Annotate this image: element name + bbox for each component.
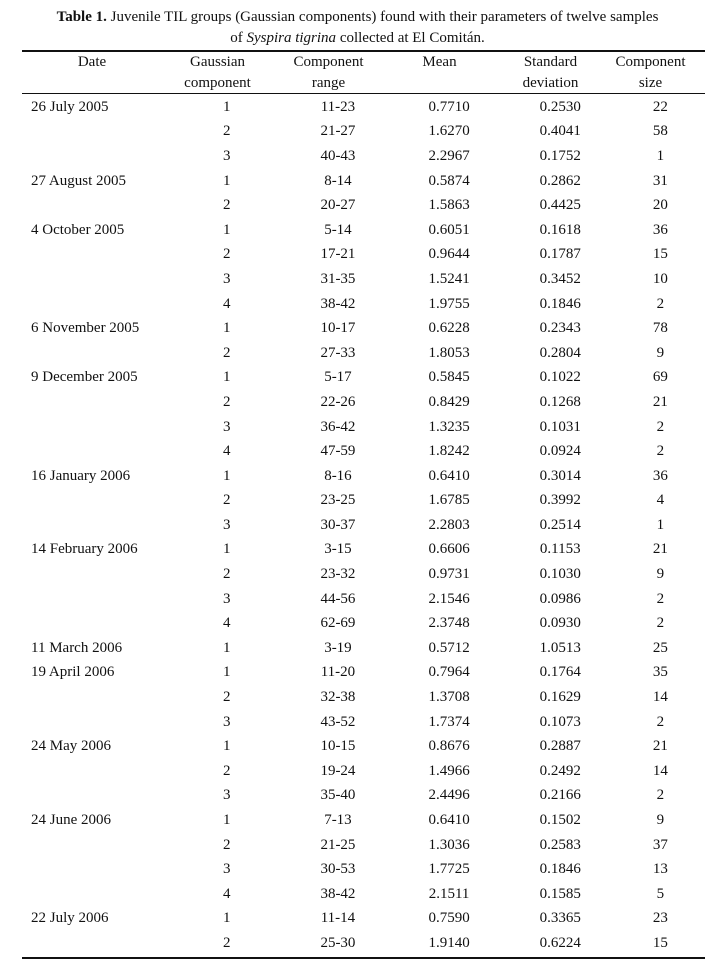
row-sd: 0.1846 xyxy=(539,861,581,878)
table-row xyxy=(22,857,705,882)
row-range: 10-15 xyxy=(320,738,356,755)
row-mean: 1.4966 xyxy=(428,762,470,779)
row-mean: 0.8429 xyxy=(428,393,470,410)
row-sd: 0.1022 xyxy=(539,369,581,386)
row-component: 1 xyxy=(223,172,231,189)
row-component: 2 xyxy=(223,566,231,583)
row-mean: 0.7590 xyxy=(428,910,470,927)
row-range: 19-24 xyxy=(320,762,356,779)
row-size: 78 xyxy=(652,320,668,337)
row-component: 1 xyxy=(223,221,231,238)
row-mean: 2.2967 xyxy=(428,147,470,164)
row-size: 25 xyxy=(652,639,668,656)
row-mean: 2.1546 xyxy=(428,590,470,607)
table-row xyxy=(22,759,705,784)
row-date xyxy=(22,882,171,907)
header-standard-deviation: Standard deviation xyxy=(522,54,579,91)
row-sd: 0.1031 xyxy=(539,418,581,435)
row-component: 2 xyxy=(223,197,231,214)
row-range: 32-38 xyxy=(320,689,356,706)
row-size: 21 xyxy=(652,393,668,410)
row-sd: 0.2862 xyxy=(539,172,581,189)
table-row xyxy=(22,267,705,292)
row-mean: 0.7710 xyxy=(428,98,470,115)
row-mean: 0.6410 xyxy=(428,467,470,484)
row-date xyxy=(22,415,171,440)
bottom-rule xyxy=(22,957,705,959)
row-sd: 0.1752 xyxy=(539,147,581,164)
species-name: Syspira tigrina xyxy=(246,30,337,46)
row-date xyxy=(22,390,171,415)
table-row xyxy=(22,710,705,735)
table-row xyxy=(22,390,705,415)
table-row xyxy=(22,734,705,759)
row-range: 17-21 xyxy=(320,246,356,263)
row-range: 62-69 xyxy=(320,615,356,632)
row-component: 3 xyxy=(223,787,231,804)
row-date: 14 February 2006 xyxy=(31,541,138,558)
row-range: 10-17 xyxy=(320,320,356,337)
row-sd: 0.2583 xyxy=(539,836,581,853)
row-sd: 0.1618 xyxy=(539,221,581,238)
row-size: 4 xyxy=(656,492,665,509)
row-component: 1 xyxy=(223,812,231,829)
table-row xyxy=(22,513,705,538)
row-sd: 0.1153 xyxy=(539,541,581,558)
table-row xyxy=(22,439,705,464)
row-mean: 1.6785 xyxy=(428,492,470,509)
row-range: 22-26 xyxy=(320,393,356,410)
row-sd: 0.1787 xyxy=(539,246,581,263)
row-sd: 0.4425 xyxy=(539,197,581,214)
row-mean: 0.6606 xyxy=(428,541,470,558)
row-component: 2 xyxy=(223,934,231,951)
row-mean: 0.6228 xyxy=(428,320,470,337)
row-component: 2 xyxy=(223,123,231,140)
row-range: 27-33 xyxy=(320,344,356,361)
row-size: 35 xyxy=(652,664,668,681)
row-date: 24 June 2006 xyxy=(31,812,111,829)
row-date xyxy=(22,710,171,735)
row-range: 5-17 xyxy=(324,369,352,386)
row-size: 2 xyxy=(656,787,665,804)
header-rule xyxy=(22,93,705,94)
row-sd: 0.1585 xyxy=(539,885,581,902)
row-sd: 0.2887 xyxy=(539,738,581,755)
row-date: 22 July 2006 xyxy=(31,910,109,927)
header-mean: Mean xyxy=(422,54,457,70)
row-mean: 2.1511 xyxy=(428,885,470,902)
row-sd: 0.0924 xyxy=(539,443,581,460)
row-range: 40-43 xyxy=(320,147,356,164)
table-row xyxy=(22,538,705,563)
table-row xyxy=(22,661,705,686)
row-component: 2 xyxy=(223,246,231,263)
row-component: 4 xyxy=(223,885,231,902)
row-date xyxy=(22,611,171,636)
row-size: 20 xyxy=(652,197,668,214)
row-date: 27 August 2005 xyxy=(31,172,127,189)
row-date: 4 October 2005 xyxy=(31,221,125,238)
table-row xyxy=(22,784,705,809)
table-row xyxy=(22,341,705,366)
table-row xyxy=(22,243,705,268)
row-mean: 0.5712 xyxy=(428,639,470,656)
header-gaussian-component: Gaussian component xyxy=(184,54,251,91)
row-date xyxy=(22,562,171,587)
row-range: 30-37 xyxy=(320,516,356,533)
row-mean: 1.3036 xyxy=(428,836,470,853)
row-size: 14 xyxy=(652,689,668,706)
row-component: 4 xyxy=(223,295,231,312)
row-date: 9 December 2005 xyxy=(31,369,138,386)
row-component: 3 xyxy=(223,861,231,878)
row-sd: 0.2804 xyxy=(539,344,581,361)
caption-line-1 xyxy=(0,7,715,28)
row-sd: 0.1268 xyxy=(539,393,581,410)
row-mean: 1.8242 xyxy=(428,443,470,460)
caption-text-2: of xyxy=(230,30,247,46)
row-component: 2 xyxy=(223,836,231,853)
row-mean: 0.6410 xyxy=(428,812,470,829)
row-sd: 0.1502 xyxy=(539,812,581,829)
row-date xyxy=(22,120,171,145)
row-component: 2 xyxy=(223,393,231,410)
row-size: 1 xyxy=(656,147,665,164)
table-row xyxy=(22,144,705,169)
table-row xyxy=(22,489,705,514)
row-mean: 0.6051 xyxy=(428,221,470,238)
table-row xyxy=(22,366,705,391)
row-mean: 1.5241 xyxy=(428,270,470,287)
row-range: 11-23 xyxy=(320,98,356,115)
header-component-size: Component size xyxy=(615,54,686,91)
row-size: 9 xyxy=(656,566,665,583)
row-mean: 0.9644 xyxy=(428,246,470,263)
row-date xyxy=(22,489,171,514)
row-range: 36-42 xyxy=(320,418,356,435)
table-row xyxy=(22,562,705,587)
row-size: 15 xyxy=(652,934,668,951)
row-date xyxy=(22,267,171,292)
table-row xyxy=(22,292,705,317)
row-component: 4 xyxy=(223,443,231,460)
row-mean: 1.7725 xyxy=(428,861,470,878)
row-component: 3 xyxy=(223,516,231,533)
row-range: 23-25 xyxy=(320,492,356,509)
row-component: 2 xyxy=(223,762,231,779)
row-range: 31-35 xyxy=(320,270,356,287)
row-size: 21 xyxy=(652,541,668,558)
row-sd: 0.3452 xyxy=(539,270,581,287)
row-size: 2 xyxy=(656,418,665,435)
row-size: 36 xyxy=(652,221,668,238)
row-mean: 0.9731 xyxy=(428,566,470,583)
row-size: 31 xyxy=(652,172,668,189)
row-mean: 2.3748 xyxy=(428,615,470,632)
table-row xyxy=(22,833,705,858)
row-size: 2 xyxy=(656,295,665,312)
row-mean: 2.2803 xyxy=(428,516,470,533)
row-sd: 0.1629 xyxy=(539,689,581,706)
row-range: 7-13 xyxy=(324,812,352,829)
row-mean: 1.5863 xyxy=(428,197,470,214)
row-component: 3 xyxy=(223,147,231,164)
table-row xyxy=(22,316,705,341)
row-mean: 2.4496 xyxy=(428,787,470,804)
row-component: 1 xyxy=(223,467,231,484)
row-component: 2 xyxy=(223,344,231,361)
row-size: 22 xyxy=(652,98,668,115)
row-size: 2 xyxy=(656,590,665,607)
row-range: 8-16 xyxy=(324,467,352,484)
row-range: 11-20 xyxy=(320,664,356,681)
data-table xyxy=(22,95,705,956)
row-sd: 0.2514 xyxy=(539,516,581,533)
row-component: 3 xyxy=(223,590,231,607)
row-component: 3 xyxy=(223,418,231,435)
row-mean: 1.3708 xyxy=(428,689,470,706)
table-row xyxy=(22,611,705,636)
row-sd: 0.2530 xyxy=(539,98,581,115)
row-component: 1 xyxy=(223,369,231,386)
row-component: 1 xyxy=(223,910,231,927)
table-row xyxy=(22,808,705,833)
table-row xyxy=(22,193,705,218)
row-size: 5 xyxy=(656,885,665,902)
row-size: 9 xyxy=(656,812,665,829)
row-range: 3-15 xyxy=(324,541,352,558)
row-component: 1 xyxy=(223,664,231,681)
table-body xyxy=(22,95,705,956)
row-size: 9 xyxy=(656,344,665,361)
table-row xyxy=(22,587,705,612)
row-range: 25-30 xyxy=(320,934,356,951)
row-size: 13 xyxy=(652,861,668,878)
row-date xyxy=(22,144,171,169)
row-component: 3 xyxy=(223,270,231,287)
row-mean: 0.7964 xyxy=(428,664,470,681)
table-row xyxy=(22,95,705,120)
row-size: 69 xyxy=(652,369,668,386)
row-sd: 0.6224 xyxy=(539,934,581,951)
row-component: 2 xyxy=(223,689,231,706)
row-date: 24 May 2006 xyxy=(31,738,111,755)
row-range: 21-25 xyxy=(320,836,356,853)
row-range: 30-53 xyxy=(320,861,356,878)
row-date xyxy=(22,243,171,268)
row-mean: 0.5874 xyxy=(428,172,470,189)
row-sd: 0.2343 xyxy=(539,320,581,337)
row-sd: 0.2166 xyxy=(539,787,581,804)
caption-text: Juvenile TIL groups (Gaussian components) found with their parameters of twelve samples xyxy=(106,9,659,25)
row-date xyxy=(22,931,171,956)
row-component: 3 xyxy=(223,713,231,730)
header-date: Date xyxy=(77,54,107,70)
row-date: 26 July 2005 xyxy=(31,98,109,115)
row-date xyxy=(22,439,171,464)
row-sd: 0.2492 xyxy=(539,762,581,779)
row-sd: 0.3365 xyxy=(539,910,581,927)
row-mean: 0.5845 xyxy=(428,369,470,386)
row-size: 14 xyxy=(652,762,668,779)
row-range: 43-52 xyxy=(320,713,356,730)
caption-line-2 xyxy=(0,28,715,49)
row-sd: 1.0513 xyxy=(539,639,581,656)
row-sd: 0.0986 xyxy=(539,590,581,607)
row-date: 11 March 2006 xyxy=(31,639,123,656)
row-sd: 0.3014 xyxy=(539,467,581,484)
table-row xyxy=(22,636,705,661)
table-row xyxy=(22,464,705,489)
row-range: 38-42 xyxy=(320,885,356,902)
row-date: 19 April 2006 xyxy=(31,664,115,681)
row-mean: 1.9755 xyxy=(428,295,470,312)
table-row xyxy=(22,882,705,907)
row-size: 36 xyxy=(652,467,668,484)
row-sd: 0.1030 xyxy=(539,566,581,583)
row-size: 15 xyxy=(652,246,668,263)
row-range: 47-59 xyxy=(320,443,356,460)
row-component: 1 xyxy=(223,639,231,656)
row-sd: 0.3992 xyxy=(539,492,581,509)
caption-text-3: collected at El Comitán. xyxy=(336,30,485,46)
row-range: 3-19 xyxy=(324,639,352,656)
row-component: 1 xyxy=(223,320,231,337)
table-row xyxy=(22,685,705,710)
row-sd: 0.4041 xyxy=(539,123,581,140)
row-date xyxy=(22,833,171,858)
row-sd: 0.1764 xyxy=(539,664,581,681)
row-size: 1 xyxy=(656,516,665,533)
row-range: 44-56 xyxy=(320,590,356,607)
row-date xyxy=(22,193,171,218)
row-mean: 0.8676 xyxy=(428,738,470,755)
row-range: 23-32 xyxy=(320,566,356,583)
row-mean: 1.3235 xyxy=(428,418,470,435)
row-size: 58 xyxy=(652,123,668,140)
row-mean: 1.6270 xyxy=(428,123,470,140)
row-range: 38-42 xyxy=(320,295,356,312)
row-sd: 0.1846 xyxy=(539,295,581,312)
row-component: 2 xyxy=(223,492,231,509)
row-mean: 1.7374 xyxy=(428,713,470,730)
row-size: 2 xyxy=(656,615,665,632)
row-component: 1 xyxy=(223,541,231,558)
row-range: 35-40 xyxy=(320,787,356,804)
row-date xyxy=(22,759,171,784)
row-date: 6 November 2005 xyxy=(31,320,140,337)
row-range: 21-27 xyxy=(320,123,356,140)
row-date xyxy=(22,587,171,612)
row-date xyxy=(22,513,171,538)
table-row xyxy=(22,907,705,932)
row-range: 8-14 xyxy=(324,172,352,189)
row-size: 21 xyxy=(652,738,668,755)
row-size: 2 xyxy=(656,443,665,460)
row-sd: 0.0930 xyxy=(539,615,581,632)
row-date xyxy=(22,857,171,882)
header-component-range: Component range xyxy=(293,54,364,91)
row-sd: 0.1073 xyxy=(539,713,581,730)
row-date: 16 January 2006 xyxy=(31,467,131,484)
row-date xyxy=(22,292,171,317)
row-component: 1 xyxy=(223,98,231,115)
row-date xyxy=(22,685,171,710)
table-caption xyxy=(0,7,715,49)
row-range: 5-14 xyxy=(324,221,352,238)
table-row xyxy=(22,931,705,956)
table-row xyxy=(22,169,705,194)
row-range: 11-14 xyxy=(320,910,356,927)
row-size: 10 xyxy=(652,270,668,287)
row-size: 2 xyxy=(656,713,665,730)
row-size: 37 xyxy=(652,836,668,853)
row-mean: 1.9140 xyxy=(428,934,470,951)
table-label: Table 1. xyxy=(56,9,107,25)
row-component: 1 xyxy=(223,738,231,755)
row-date xyxy=(22,341,171,366)
table-row xyxy=(22,120,705,145)
row-range: 20-27 xyxy=(320,197,356,214)
table-row xyxy=(22,218,705,243)
row-size: 23 xyxy=(652,910,668,927)
row-component: 4 xyxy=(223,615,231,632)
row-mean: 1.8053 xyxy=(428,344,470,361)
table-row xyxy=(22,415,705,440)
row-date xyxy=(22,784,171,809)
